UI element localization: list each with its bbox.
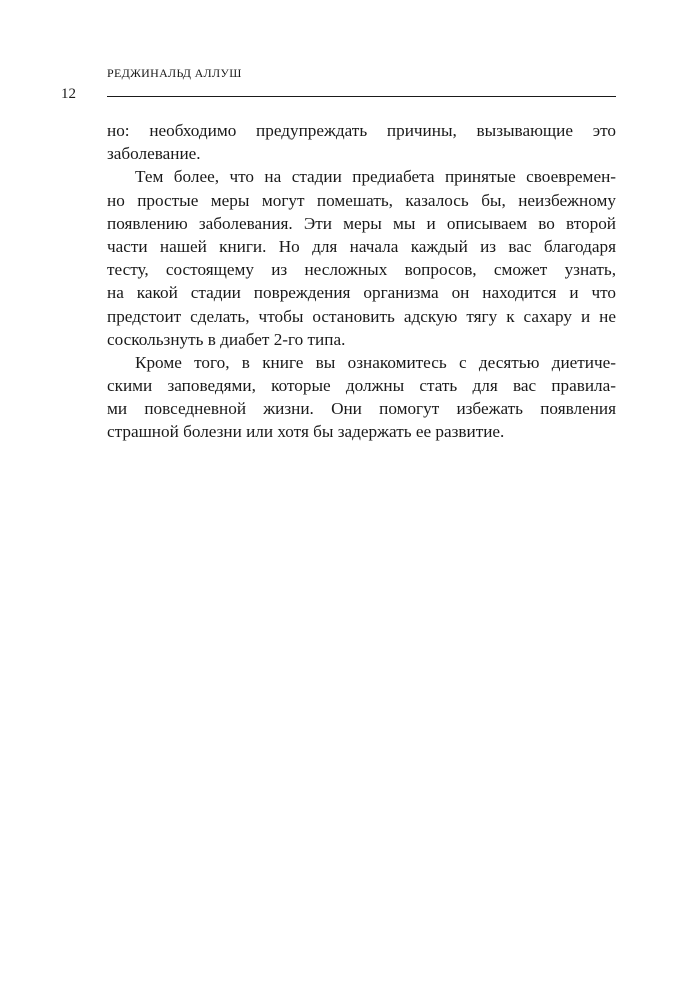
page-number: 12 (61, 86, 76, 102)
text-line: Тем более, что на стадии предиабета принятые своевремен- (135, 167, 616, 187)
paragraph (107, 119, 616, 165)
text-line: но простые меры могут помешать, казалось бы, неизбежному (107, 190, 616, 210)
text-line: части нашей книги. Но для начала каждый из вас благодаря (107, 236, 616, 256)
paragraph (107, 165, 616, 351)
text-line: ми повседневной жизни. Они помогут избежать появления (107, 399, 616, 419)
text-line: заболевание. (107, 144, 201, 164)
paragraph (107, 351, 616, 444)
text-line: соскользнуть в диабет 2-го типа. (107, 329, 346, 349)
text-line: страшной болезни или хотя бы задержать ее развитие. (107, 422, 505, 442)
header-rule (107, 96, 616, 97)
text-block (107, 119, 616, 444)
text-line: предстоит сделать, чтобы остановить адскую тягу к сахару и не (107, 306, 616, 326)
text-line: но: необходимо предупреждать причины, вызывающие это (107, 121, 616, 140)
text-line: на какой стадии повреждения организма он находится и что (107, 283, 616, 303)
text-line: тесту, состоящему из несложных вопросов, сможет узнать, (107, 260, 616, 280)
text-line: Кроме того, в книге вы ознакомитесь с десятью диетиче- (135, 352, 616, 372)
text-line: появлению заболевания. Эти меры мы и описываем во второй (107, 213, 616, 233)
text-line: скими заповедями, которые должны стать для вас правила- (107, 376, 616, 396)
running-head: РЕДЖИНАЛЬД АЛЛУШ (107, 66, 242, 80)
